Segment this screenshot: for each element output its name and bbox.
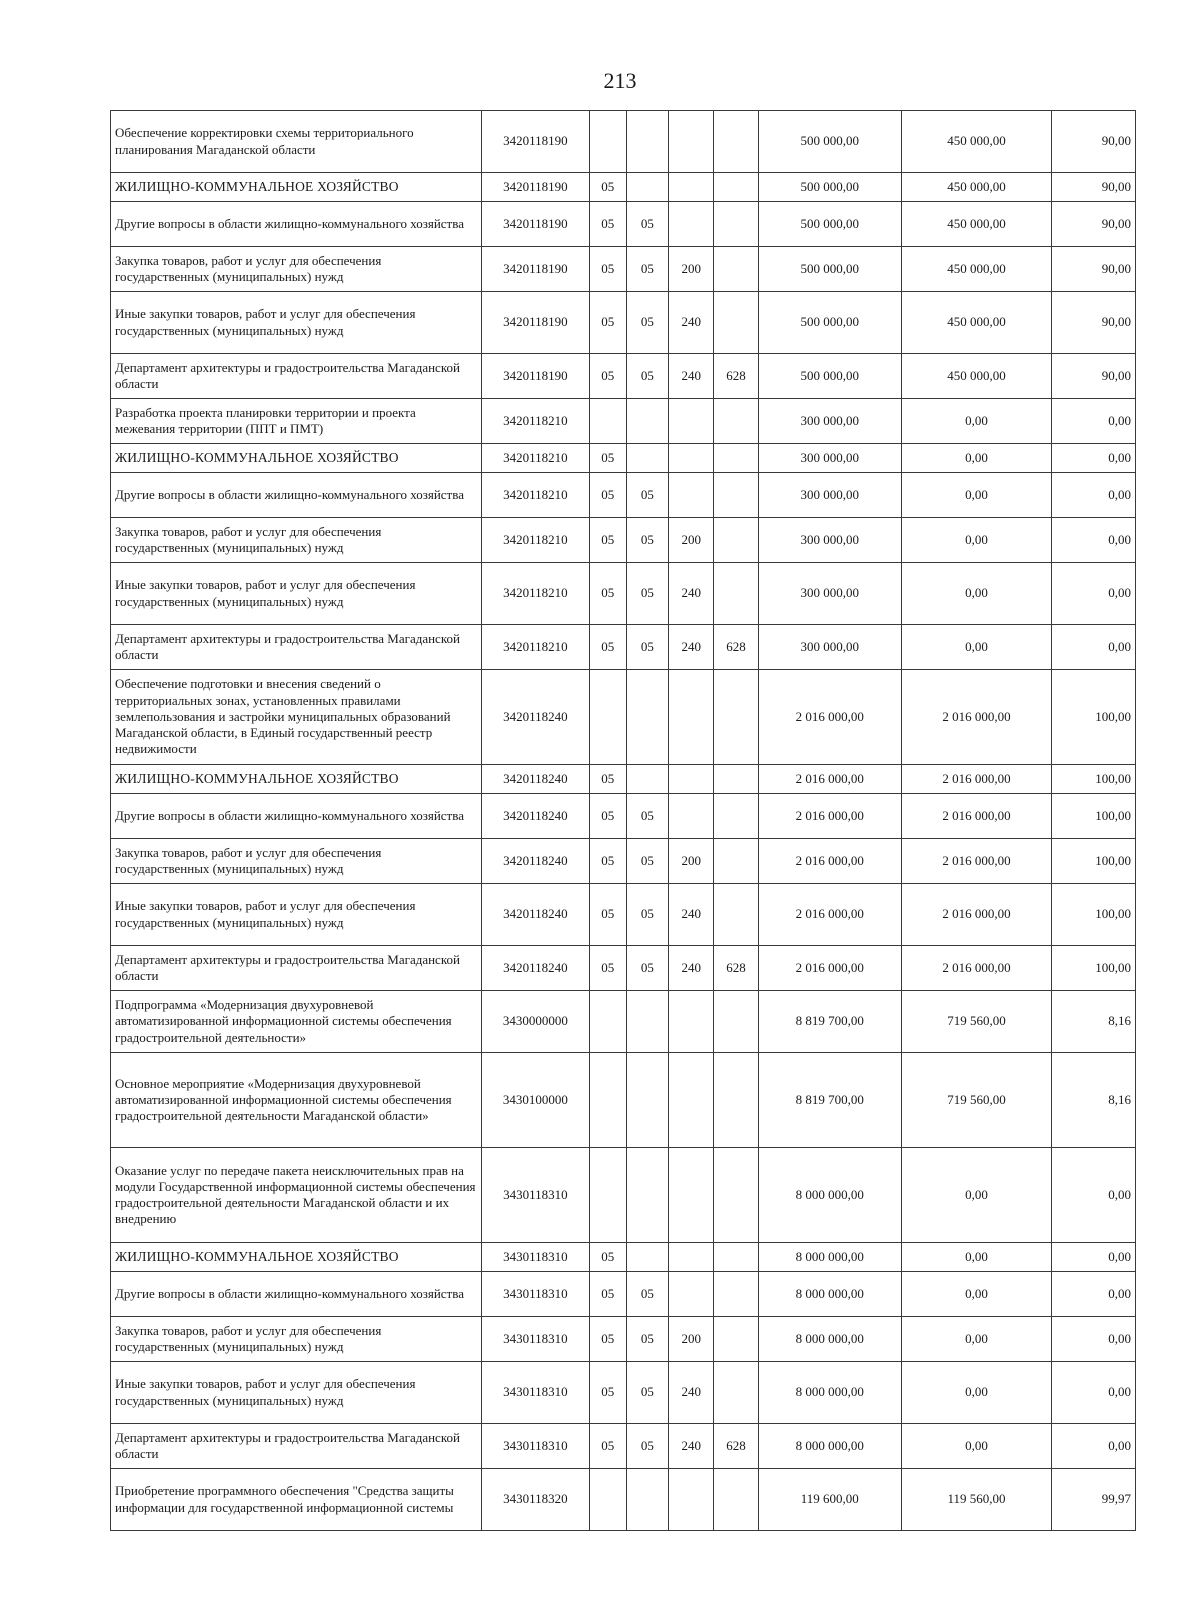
table-row <box>111 1424 1136 1469</box>
section-code: 05 <box>589 292 626 354</box>
planned-amount: 8 819 700,00 <box>758 1053 901 1148</box>
execution-percent: 90,00 <box>1052 354 1136 399</box>
planned-amount: 2 016 000,00 <box>758 884 901 946</box>
subsection-code <box>626 670 669 765</box>
target-article-code: 3420118210 <box>481 473 589 518</box>
executed-amount: 2 016 000,00 <box>901 794 1052 839</box>
subsection-code: 05 <box>626 473 669 518</box>
executed-amount: 119 560,00 <box>901 1469 1052 1531</box>
execution-percent: 0,00 <box>1052 1424 1136 1469</box>
section-code: 05 <box>589 1317 626 1362</box>
section-code: 05 <box>589 1424 626 1469</box>
planned-amount: 500 000,00 <box>758 354 901 399</box>
target-article-code: 3420118190 <box>481 173 589 202</box>
planned-amount: 8 000 000,00 <box>758 1362 901 1424</box>
grbs-code <box>714 247 759 292</box>
execution-percent: 100,00 <box>1052 946 1136 991</box>
target-article-code: 3420118240 <box>481 794 589 839</box>
table-row <box>111 991 1136 1053</box>
grbs-code <box>714 1148 759 1243</box>
row-name: Обеспечение корректировки схемы территориального планирования Магаданской области <box>111 111 482 173</box>
subsection-code: 05 <box>626 1317 669 1362</box>
row-name: Департамент архитектуры и градостроительства Магаданской области <box>111 1424 482 1469</box>
section-code <box>589 991 626 1053</box>
table-row <box>111 173 1136 202</box>
expense-type-code: 240 <box>669 625 714 670</box>
row-name: Закупка товаров, работ и услуг для обеспечения государственных (муниципальных) нужд <box>111 247 482 292</box>
planned-amount: 8 000 000,00 <box>758 1148 901 1243</box>
budget-table <box>110 110 1136 1531</box>
executed-amount: 0,00 <box>901 1272 1052 1317</box>
planned-amount: 500 000,00 <box>758 173 901 202</box>
planned-amount: 119 600,00 <box>758 1469 901 1531</box>
expense-type-code: 200 <box>669 518 714 563</box>
subsection-code: 05 <box>626 1272 669 1317</box>
target-article-code: 3420118190 <box>481 202 589 247</box>
target-article-code: 3430118310 <box>481 1148 589 1243</box>
grbs-code: 628 <box>714 946 759 991</box>
planned-amount: 8 000 000,00 <box>758 1424 901 1469</box>
execution-percent: 90,00 <box>1052 111 1136 173</box>
table-row <box>111 292 1136 354</box>
executed-amount: 0,00 <box>901 1317 1052 1362</box>
execution-percent: 0,00 <box>1052 473 1136 518</box>
execution-percent: 8,16 <box>1052 991 1136 1053</box>
grbs-code <box>714 991 759 1053</box>
executed-amount: 719 560,00 <box>901 1053 1052 1148</box>
table-row <box>111 473 1136 518</box>
table-row <box>111 354 1136 399</box>
table-row <box>111 518 1136 563</box>
planned-amount: 500 000,00 <box>758 292 901 354</box>
execution-percent: 99,97 <box>1052 1469 1136 1531</box>
executed-amount: 2 016 000,00 <box>901 670 1052 765</box>
subsection-code: 05 <box>626 946 669 991</box>
subsection-code <box>626 111 669 173</box>
executed-amount: 0,00 <box>901 1362 1052 1424</box>
subsection-code: 05 <box>626 1362 669 1424</box>
section-code: 05 <box>589 625 626 670</box>
page-number: 213 <box>603 68 637 93</box>
executed-amount: 2 016 000,00 <box>901 884 1052 946</box>
row-name: Департамент архитектуры и градостроительства Магаданской области <box>111 625 482 670</box>
row-name: Оказание услуг по передаче пакета неисключительных прав на модули Государственной информационной системы обеспечения градостроительной деятельности Магаданской области и их внедрению <box>111 1148 482 1243</box>
execution-percent: 0,00 <box>1052 1362 1136 1424</box>
target-article-code: 3420118240 <box>481 884 589 946</box>
execution-percent: 0,00 <box>1052 1148 1136 1243</box>
planned-amount: 8 000 000,00 <box>758 1272 901 1317</box>
table-row <box>111 1148 1136 1243</box>
target-article-code: 3420118210 <box>481 625 589 670</box>
expense-type-code <box>669 991 714 1053</box>
subsection-code: 05 <box>626 1424 669 1469</box>
table-row <box>111 1469 1136 1531</box>
section-code: 05 <box>589 354 626 399</box>
executed-amount: 719 560,00 <box>901 991 1052 1053</box>
section-code <box>589 111 626 173</box>
subsection-code: 05 <box>626 247 669 292</box>
expense-type-code <box>669 1148 714 1243</box>
section-code: 05 <box>589 518 626 563</box>
row-name: ЖИЛИЩНО-КОММУНАЛЬНОЕ ХОЗЯЙСТВО <box>111 173 482 202</box>
expense-type-code <box>669 444 714 473</box>
grbs-code <box>714 1362 759 1424</box>
execution-percent: 90,00 <box>1052 292 1136 354</box>
planned-amount: 8 819 700,00 <box>758 991 901 1053</box>
subsection-code: 05 <box>626 292 669 354</box>
subsection-code <box>626 173 669 202</box>
expense-type-code: 200 <box>669 247 714 292</box>
table-row <box>111 1272 1136 1317</box>
grbs-code <box>714 399 759 444</box>
section-code: 05 <box>589 946 626 991</box>
row-name: Подпрограмма «Модернизация двухуровневой автоматизированной информационной системы обеспечения градостроительной деятельности» <box>111 991 482 1053</box>
expense-type-code <box>669 173 714 202</box>
planned-amount: 300 000,00 <box>758 625 901 670</box>
section-code: 05 <box>589 1272 626 1317</box>
target-article-code: 3420118210 <box>481 563 589 625</box>
subsection-code <box>626 765 669 794</box>
row-name: Разработка проекта планировки территории и проекта межевания территории (ППТ и ПМТ) <box>111 399 482 444</box>
subsection-code: 05 <box>626 563 669 625</box>
table-row <box>111 765 1136 794</box>
grbs-code <box>714 202 759 247</box>
execution-percent: 0,00 <box>1052 625 1136 670</box>
section-code: 05 <box>589 765 626 794</box>
section-code <box>589 1053 626 1148</box>
expense-type-code: 200 <box>669 1317 714 1362</box>
target-article-code: 3420118240 <box>481 839 589 884</box>
executed-amount: 2 016 000,00 <box>901 946 1052 991</box>
executed-amount: 450 000,00 <box>901 292 1052 354</box>
planned-amount: 2 016 000,00 <box>758 839 901 884</box>
table-row <box>111 1362 1136 1424</box>
executed-amount: 0,00 <box>901 518 1052 563</box>
expense-type-code <box>669 670 714 765</box>
subsection-code: 05 <box>626 625 669 670</box>
executed-amount: 450 000,00 <box>901 173 1052 202</box>
expense-type-code: 240 <box>669 354 714 399</box>
subsection-code: 05 <box>626 202 669 247</box>
expense-type-code <box>669 399 714 444</box>
execution-percent: 90,00 <box>1052 173 1136 202</box>
planned-amount: 500 000,00 <box>758 111 901 173</box>
section-code: 05 <box>589 202 626 247</box>
row-name: Закупка товаров, работ и услуг для обеспечения государственных (муниципальных) нужд <box>111 1317 482 1362</box>
table-row <box>111 563 1136 625</box>
executed-amount: 0,00 <box>901 625 1052 670</box>
grbs-code <box>714 292 759 354</box>
executed-amount: 450 000,00 <box>901 111 1052 173</box>
table-row <box>111 884 1136 946</box>
grbs-code <box>714 1272 759 1317</box>
execution-percent: 0,00 <box>1052 399 1136 444</box>
executed-amount: 2 016 000,00 <box>901 839 1052 884</box>
table-row <box>111 1243 1136 1272</box>
table-row <box>111 399 1136 444</box>
execution-percent: 0,00 <box>1052 444 1136 473</box>
expense-type-code: 240 <box>669 563 714 625</box>
expense-type-code <box>669 111 714 173</box>
section-code: 05 <box>589 1243 626 1272</box>
table-row <box>111 839 1136 884</box>
target-article-code: 3430118310 <box>481 1243 589 1272</box>
grbs-code: 628 <box>714 354 759 399</box>
table-row <box>111 625 1136 670</box>
expense-type-code: 240 <box>669 946 714 991</box>
subsection-code <box>626 1053 669 1148</box>
section-code: 05 <box>589 473 626 518</box>
expense-type-code <box>669 1272 714 1317</box>
row-name: ЖИЛИЩНО-КОММУНАЛЬНОЕ ХОЗЯЙСТВО <box>111 444 482 473</box>
table-row <box>111 946 1136 991</box>
row-name: Иные закупки товаров, работ и услуг для обеспечения государственных (муниципальных) нужд <box>111 563 482 625</box>
grbs-code: 628 <box>714 625 759 670</box>
grbs-code <box>714 670 759 765</box>
grbs-code <box>714 111 759 173</box>
section-code <box>589 399 626 444</box>
grbs-code <box>714 1243 759 1272</box>
target-article-code: 3420118240 <box>481 765 589 794</box>
subsection-code <box>626 444 669 473</box>
execution-percent: 100,00 <box>1052 884 1136 946</box>
section-code <box>589 670 626 765</box>
execution-percent: 90,00 <box>1052 202 1136 247</box>
planned-amount: 300 000,00 <box>758 444 901 473</box>
table-row <box>111 670 1136 765</box>
row-name: Иные закупки товаров, работ и услуг для обеспечения государственных (муниципальных) нужд <box>111 292 482 354</box>
subsection-code <box>626 991 669 1053</box>
grbs-code <box>714 765 759 794</box>
subsection-code: 05 <box>626 884 669 946</box>
expense-type-code: 240 <box>669 1362 714 1424</box>
target-article-code: 3430118310 <box>481 1317 589 1362</box>
subsection-code: 05 <box>626 518 669 563</box>
grbs-code <box>714 518 759 563</box>
section-code: 05 <box>589 247 626 292</box>
table-row <box>111 1053 1136 1148</box>
section-code <box>589 1148 626 1243</box>
executed-amount: 0,00 <box>901 1424 1052 1469</box>
row-name: Закупка товаров, работ и услуг для обеспечения государственных (муниципальных) нужд <box>111 839 482 884</box>
section-code: 05 <box>589 794 626 839</box>
target-article-code: 3420118190 <box>481 354 589 399</box>
grbs-code <box>714 444 759 473</box>
subsection-code: 05 <box>626 794 669 839</box>
section-code: 05 <box>589 444 626 473</box>
section-code <box>589 1469 626 1531</box>
row-name: Департамент архитектуры и градостроительства Магаданской области <box>111 354 482 399</box>
expense-type-code: 240 <box>669 1424 714 1469</box>
subsection-code <box>626 399 669 444</box>
target-article-code: 3420118190 <box>481 247 589 292</box>
execution-percent: 100,00 <box>1052 670 1136 765</box>
subsection-code: 05 <box>626 354 669 399</box>
expense-type-code: 240 <box>669 292 714 354</box>
table-row <box>111 202 1136 247</box>
execution-percent: 0,00 <box>1052 518 1136 563</box>
executed-amount: 0,00 <box>901 399 1052 444</box>
grbs-code <box>714 563 759 625</box>
planned-amount: 300 000,00 <box>758 473 901 518</box>
planned-amount: 8 000 000,00 <box>758 1243 901 1272</box>
planned-amount: 8 000 000,00 <box>758 1317 901 1362</box>
executed-amount: 0,00 <box>901 444 1052 473</box>
target-article-code: 3420118210 <box>481 399 589 444</box>
section-code: 05 <box>589 173 626 202</box>
expense-type-code <box>669 202 714 247</box>
target-article-code: 3420118190 <box>481 111 589 173</box>
grbs-code: 628 <box>714 1424 759 1469</box>
grbs-code <box>714 884 759 946</box>
executed-amount: 0,00 <box>901 1243 1052 1272</box>
expense-type-code <box>669 1053 714 1148</box>
execution-percent: 100,00 <box>1052 839 1136 884</box>
execution-percent: 90,00 <box>1052 247 1136 292</box>
row-name: Другие вопросы в области жилищно-коммунального хозяйства <box>111 473 482 518</box>
grbs-code <box>714 473 759 518</box>
execution-percent: 0,00 <box>1052 1317 1136 1362</box>
execution-percent: 8,16 <box>1052 1053 1136 1148</box>
planned-amount: 300 000,00 <box>758 518 901 563</box>
executed-amount: 2 016 000,00 <box>901 765 1052 794</box>
expense-type-code: 200 <box>669 839 714 884</box>
grbs-code <box>714 794 759 839</box>
subsection-code: 05 <box>626 839 669 884</box>
target-article-code: 3420118240 <box>481 946 589 991</box>
section-code: 05 <box>589 563 626 625</box>
planned-amount: 500 000,00 <box>758 247 901 292</box>
planned-amount: 300 000,00 <box>758 563 901 625</box>
planned-amount: 300 000,00 <box>758 399 901 444</box>
grbs-code <box>714 1469 759 1531</box>
row-name: Департамент архитектуры и градостроительства Магаданской области <box>111 946 482 991</box>
planned-amount: 2 016 000,00 <box>758 765 901 794</box>
target-article-code: 3430118320 <box>481 1469 589 1531</box>
target-article-code: 3430100000 <box>481 1053 589 1148</box>
grbs-code <box>714 1053 759 1148</box>
executed-amount: 450 000,00 <box>901 354 1052 399</box>
section-code: 05 <box>589 1362 626 1424</box>
table-row <box>111 111 1136 173</box>
executed-amount: 450 000,00 <box>901 202 1052 247</box>
row-name: Приобретение программного обеспечения "Средства защиты информации для государственной информационной системы <box>111 1469 482 1531</box>
executed-amount: 450 000,00 <box>901 247 1052 292</box>
expense-type-code <box>669 1243 714 1272</box>
row-name: Закупка товаров, работ и услуг для обеспечения государственных (муниципальных) нужд <box>111 518 482 563</box>
execution-percent: 0,00 <box>1052 1272 1136 1317</box>
executed-amount: 0,00 <box>901 473 1052 518</box>
row-name: ЖИЛИЩНО-КОММУНАЛЬНОЕ ХОЗЯЙСТВО <box>111 1243 482 1272</box>
executed-amount: 0,00 <box>901 1148 1052 1243</box>
execution-percent: 0,00 <box>1052 563 1136 625</box>
table-row <box>111 247 1136 292</box>
grbs-code <box>714 173 759 202</box>
row-name: Основное мероприятие «Модернизация двухуровневой автоматизированной информационной системы обеспечения градостроительной деятельности Магаданской области» <box>111 1053 482 1148</box>
planned-amount: 500 000,00 <box>758 202 901 247</box>
row-name: Иные закупки товаров, работ и услуг для обеспечения государственных (муниципальных) нужд <box>111 1362 482 1424</box>
executed-amount: 0,00 <box>901 563 1052 625</box>
subsection-code <box>626 1243 669 1272</box>
section-code: 05 <box>589 839 626 884</box>
expense-type-code <box>669 1469 714 1531</box>
target-article-code: 3430118310 <box>481 1424 589 1469</box>
expense-type-code <box>669 765 714 794</box>
row-name: Обеспечение подготовки и внесения сведений о территориальных зонах, установленных правилами землепользования и застройки муниципальных образований Магаданской области, в Единый государственный реестр недвижимости <box>111 670 482 765</box>
section-code: 05 <box>589 884 626 946</box>
budget-table-body <box>111 111 1136 1531</box>
expense-type-code <box>669 473 714 518</box>
target-article-code: 3430118310 <box>481 1362 589 1424</box>
row-name: ЖИЛИЩНО-КОММУНАЛЬНОЕ ХОЗЯЙСТВО <box>111 765 482 794</box>
planned-amount: 2 016 000,00 <box>758 670 901 765</box>
row-name: Иные закупки товаров, работ и услуг для обеспечения государственных (муниципальных) нужд <box>111 884 482 946</box>
target-article-code: 3420118210 <box>481 444 589 473</box>
target-article-code: 3420118240 <box>481 670 589 765</box>
planned-amount: 2 016 000,00 <box>758 794 901 839</box>
target-article-code: 3420118210 <box>481 518 589 563</box>
grbs-code <box>714 839 759 884</box>
execution-percent: 100,00 <box>1052 794 1136 839</box>
planned-amount: 2 016 000,00 <box>758 946 901 991</box>
execution-percent: 0,00 <box>1052 1243 1136 1272</box>
grbs-code <box>714 1317 759 1362</box>
row-name: Другие вопросы в области жилищно-коммунального хозяйства <box>111 1272 482 1317</box>
row-name: Другие вопросы в области жилищно-коммунального хозяйства <box>111 794 482 839</box>
target-article-code: 3420118190 <box>481 292 589 354</box>
row-name: Другие вопросы в области жилищно-коммунального хозяйства <box>111 202 482 247</box>
expense-type-code <box>669 794 714 839</box>
subsection-code <box>626 1469 669 1531</box>
table-row <box>111 1317 1136 1362</box>
execution-percent: 100,00 <box>1052 765 1136 794</box>
target-article-code: 3430000000 <box>481 991 589 1053</box>
table-row <box>111 794 1136 839</box>
expense-type-code: 240 <box>669 884 714 946</box>
subsection-code <box>626 1148 669 1243</box>
table-row <box>111 444 1136 473</box>
target-article-code: 3430118310 <box>481 1272 589 1317</box>
